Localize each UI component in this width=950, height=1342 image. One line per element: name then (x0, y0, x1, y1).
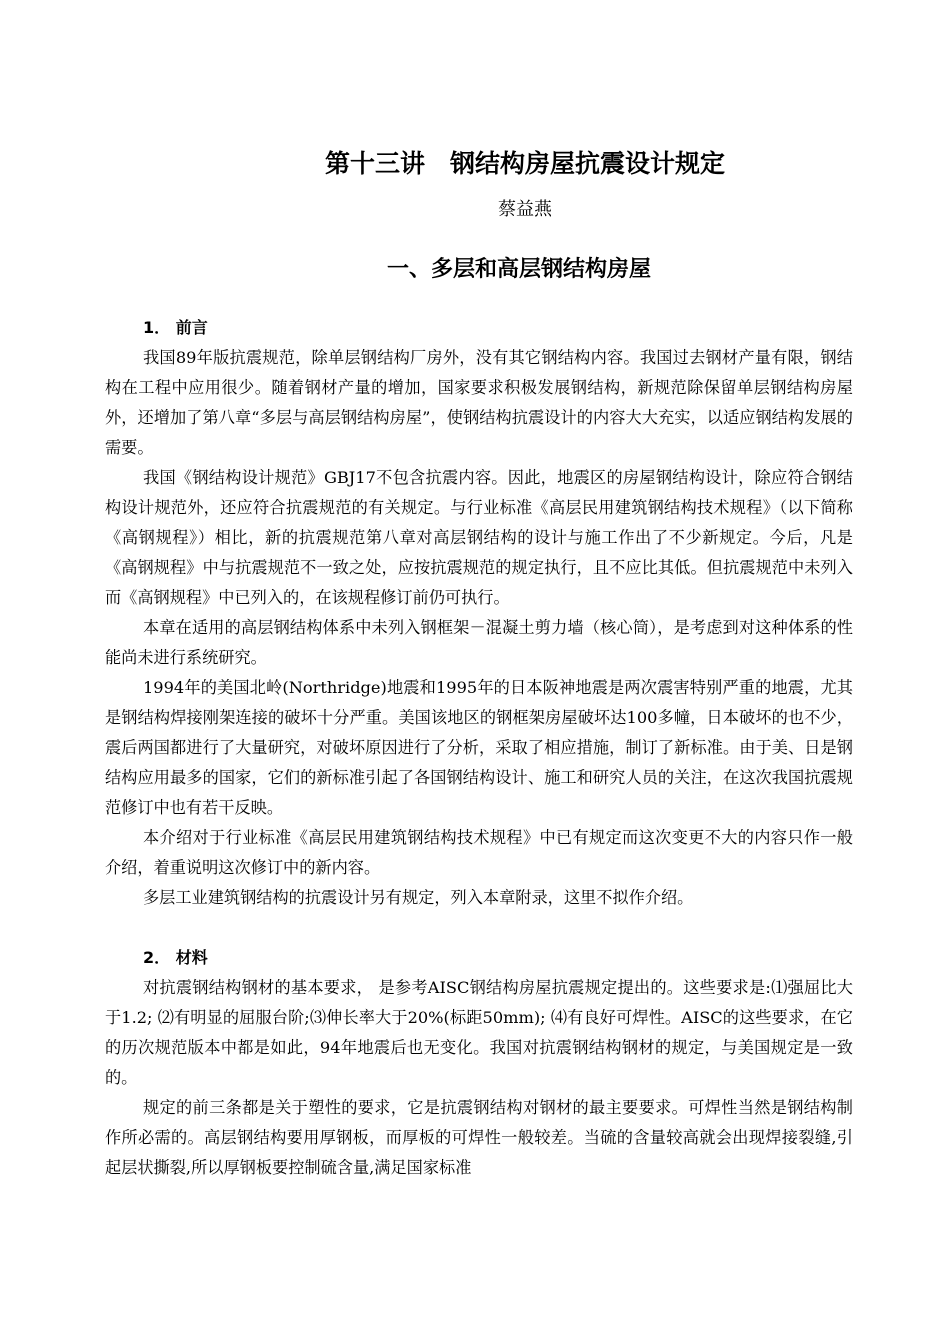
subsection-heading-materials: 2． 材料 (143, 948, 208, 967)
document-title: 第十三讲 钢结构房屋抗震设计规定 (324, 149, 725, 178)
author-name: 蔡益燕 (498, 199, 552, 220)
section-heading: 一、多层和高层钢结构房屋 (386, 257, 651, 282)
section-spacer (105, 913, 853, 943)
paragraph: 规定的前三条都是关于塑性的要求，它是抗震钢结构对钢材的最主要要求。可焊性当然是钢结构制作所必需的。高层钢结构要用厚钢板，而厚板的可焊性一般较差。当硫的含量较高就会出现焊接裂缝,引起层状撕裂,所以厚钢板要控制硫含量,满足国家标准 (105, 1098, 853, 1177)
paragraph: 本介绍对于行业标准《高层民用建筑钢结构技术规程》中已有规定而这次变更不大的内容只作一般介绍，着重说明这次修订中的新内容。 (105, 828, 853, 877)
subsection-heading-preface: 1． 前言 (143, 318, 208, 337)
paragraph: 本章在适用的高层钢结构体系中未列入钢框架－混凝土剪力墙（核心筒），是考虑到对这种体系的性能尚未进行系统研究。 (105, 618, 853, 667)
paragraph: 我国《钢结构设计规范》GBJ17不包含抗震内容。因此，地震区的房屋钢结构设计，除应符合钢结构设计规范外，还应符合抗震规范的有关规定。与行业标准《高层民用建筑钢结构技术规程》（以下简称《高钢规程》）相比，新的抗震规范第八章对高层钢结构的设计与施工作出了不少新规定。今后，凡是《高钢规程》中与抗震规范不一致之处，应按抗震规范的规定执行，且不应比其低。但抗震规范中未列入而《高钢规程》中已列入的，在该规程修订前仍可执行。 (105, 468, 853, 607)
paragraph: 多层工业建筑钢结构的抗震设计另有规定，列入本章附录，这里不拟作介绍。 (143, 888, 694, 907)
paragraph: 对抗震钢结构钢材的基本要求， 是参考AISC钢结构房屋抗震规定提出的。这些要求是:⑴强屈比大于1.2; ⑵有明显的屈服台阶;⑶伸长率大于20%(标距50mm); ⑷有良好可焊性。AISC的这些要求，在它的历次规范版本中都是如此，94年地震后也无变化。我国对抗震钢结构钢材的规定，与美国规定是一致的。 (105, 978, 853, 1087)
paragraph: 1994年的美国北岭(Northridge)地震和1995年的日本阪神地震是两次震害特别严重的地震，尤其是钢结构焊接刚架连接的破坏十分严重。美国该地区的钢框架房屋破坏达100多幢，日本破坏的也不少，震后两国都进行了大量研究，对破坏原因进行了分析，采取了相应措施，制订了新标准。由于美、日是钢结构应用最多的国家，它们的新标准引起了各国钢结构设计、施工和研究人员的关注，在这次我国抗震规范修订中也有若干反映。 (105, 678, 853, 817)
document-body (105, 313, 853, 1183)
paragraph: 我国89年版抗震规范，除单层钢结构厂房外，没有其它钢结构内容。我国过去钢材产量有限，钢结构在工程中应用很少。随着钢材产量的增加，国家要求积极发展钢结构，新规范除保留单层钢结构房屋外，还增加了第八章“多层与高层钢结构房屋”，使钢结构抗震设计的内容大大充实，以适应钢结构发展的需要。 (105, 348, 853, 457)
